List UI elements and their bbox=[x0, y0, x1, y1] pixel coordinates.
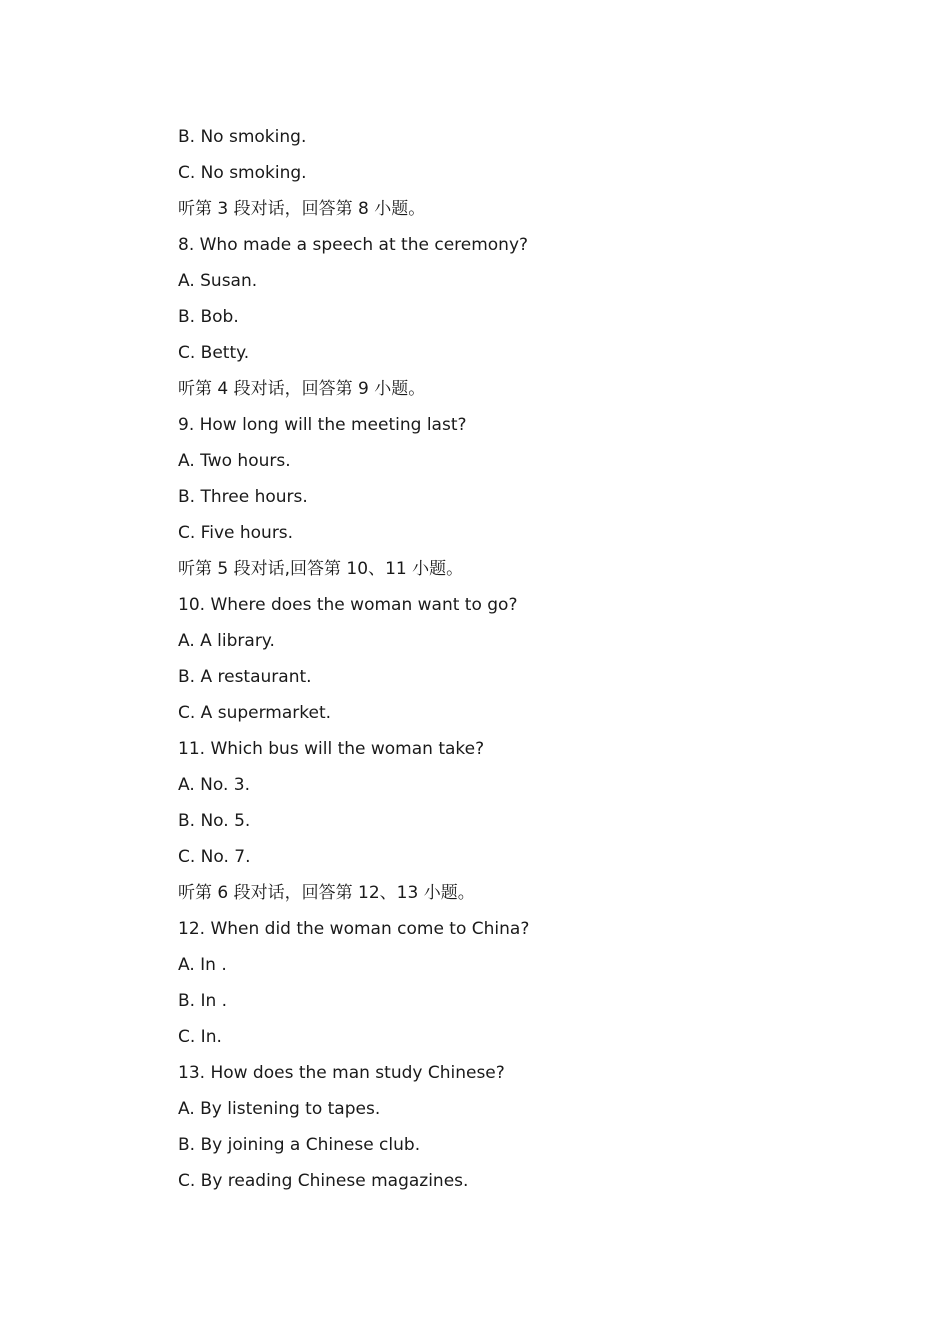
option-line: C. A supermarket. bbox=[178, 703, 332, 723]
section-instruction: 听第 6 段对话，回答第 12、13 小题。 bbox=[178, 883, 475, 903]
question-list bbox=[178, 124, 878, 1204]
question-line: 11. Which bus will the woman take? bbox=[178, 739, 485, 759]
section-instruction: 听第 5 段对话,回答第 10、11 小题。 bbox=[178, 559, 464, 579]
option-line: A. No. 3. bbox=[178, 775, 250, 795]
option-line: C. No. 7. bbox=[178, 847, 251, 867]
question-line: 8. Who made a speech at the ceremony? bbox=[178, 235, 529, 255]
section-instruction: 听第 4 段对话，回答第 9 小题。 bbox=[178, 379, 426, 399]
option-line: A. By listening to tapes. bbox=[178, 1099, 381, 1119]
option-line: B. Three hours. bbox=[178, 487, 308, 507]
option-line: A. In . bbox=[178, 955, 227, 975]
option-line: A. Susan. bbox=[178, 271, 258, 291]
option-line: C. No smoking. bbox=[178, 163, 307, 183]
question-line: 13. How does the man study Chinese? bbox=[178, 1063, 505, 1083]
option-line: B. No. 5. bbox=[178, 811, 251, 831]
option-line: B. No smoking. bbox=[178, 127, 307, 147]
option-line: C. By reading Chinese magazines. bbox=[178, 1171, 469, 1191]
section-instruction: 听第 3 段对话，回答第 8 小题。 bbox=[178, 199, 426, 219]
option-line: B. By joining a Chinese club. bbox=[178, 1135, 421, 1155]
option-line: B. In . bbox=[178, 991, 228, 1011]
option-line: B. Bob. bbox=[178, 307, 239, 327]
option-line: C. In. bbox=[178, 1027, 222, 1047]
option-line: B. A restaurant. bbox=[178, 667, 312, 687]
option-line: C. Five hours. bbox=[178, 523, 294, 543]
question-line: 12. When did the woman come to China? bbox=[178, 919, 530, 939]
option-line: A. Two hours. bbox=[178, 451, 291, 471]
option-line: C. Betty. bbox=[178, 343, 250, 363]
question-line: 10. Where does the woman want to go? bbox=[178, 595, 518, 615]
question-line: 9. How long will the meeting last? bbox=[178, 415, 467, 435]
option-line: A. A library. bbox=[178, 631, 275, 651]
